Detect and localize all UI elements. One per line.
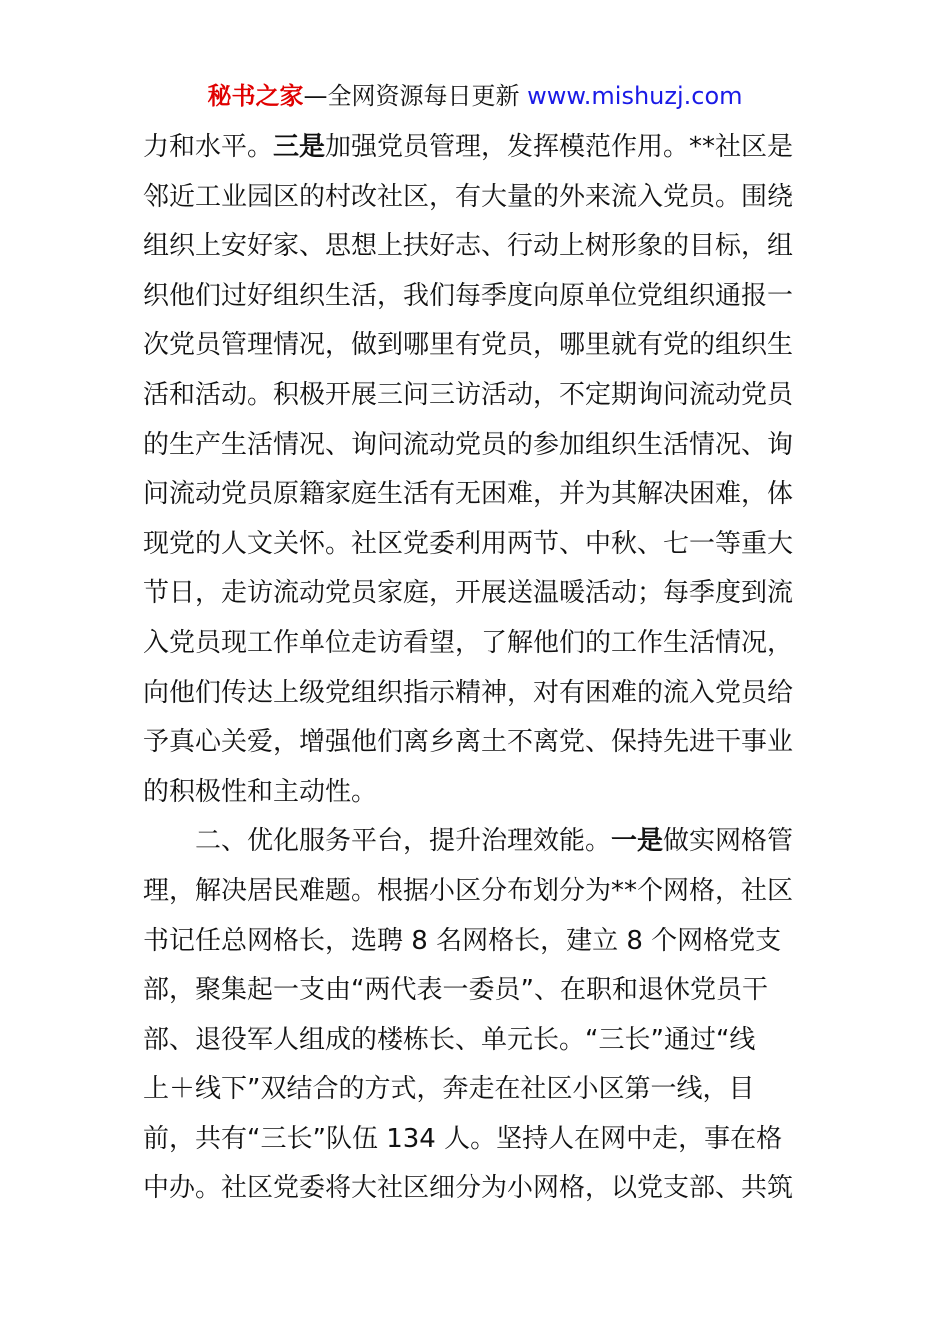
text-segment: 节日，走访流动党员家庭，开展送温暖活动；每季度到流 xyxy=(143,578,794,609)
text-segment: 问流动党员原籍家庭生活有无困难，并为其解决困难，体 xyxy=(143,479,794,510)
text-segment: 上＋线下”双结合的方式，奔走在社区小区第一线，目 xyxy=(143,1074,755,1105)
text-line xyxy=(143,1016,813,1066)
text-line xyxy=(143,222,813,272)
text-line xyxy=(143,321,813,371)
text-segment: 邻近工业园区的村改社区，有大量的外来流入党员。围绕 xyxy=(143,181,794,212)
text-line xyxy=(143,917,813,967)
text-segment: 部，聚集起一支由“两代表一委员”、在职和退休党员干 xyxy=(143,975,768,1006)
document-body xyxy=(143,123,813,1214)
text-segment: 做实网格管 xyxy=(663,826,794,857)
text-line xyxy=(143,669,813,719)
text-line xyxy=(143,619,813,669)
text-line xyxy=(143,371,813,421)
text-segment: 中办。社区党委将大社区细分为小网格，以党支部、共筑 xyxy=(143,1173,794,1204)
text-segment: 的积极性和主动性。 xyxy=(143,776,378,807)
site-header xyxy=(0,80,950,112)
text-segment: 入党员现工作单位走访看望，了解他们的工作生活情况， xyxy=(143,627,794,658)
text-line xyxy=(143,520,813,570)
text-segment: 力和水平。 xyxy=(143,132,274,162)
text-segment: 加强党员管理，发挥模范作用。**社区是 xyxy=(325,132,794,162)
text-line xyxy=(143,718,813,768)
text-segment: 前，共有“三长”队伍 134 人。坚持人在网中走，事在格 xyxy=(143,1123,783,1154)
text-line xyxy=(143,768,813,818)
text-line xyxy=(143,421,813,471)
text-segment: 向他们传达上级党组织指示精神，对有困难的流入党员给 xyxy=(143,677,794,708)
site-tagline: —全网资源每日更新 xyxy=(303,82,520,110)
text-segment: 部、退役军人组成的楼栋长、单元长。“三长”通过“线 xyxy=(143,1024,756,1055)
text-line xyxy=(143,123,813,173)
bold-text-segment: 一是 xyxy=(611,826,664,857)
site-brand: 秘书之家 xyxy=(207,82,304,110)
text-segment: 次党员管理情况，做到哪里有党员，哪里就有党的组织生 xyxy=(143,330,794,361)
text-segment: 书记任总网格长，选聘 8 名网格长，建立 8 个网格党支 xyxy=(143,925,782,956)
text-segment: 二、优化服务平台，提升治理效能。 xyxy=(195,826,612,857)
text-segment: 理，解决居民难题。根据小区分布划分为**个网格，社区 xyxy=(143,875,794,906)
text-line xyxy=(143,817,813,867)
text-segment: 现党的人文关怀。社区党委利用两节、中秋、七一等重大 xyxy=(143,528,794,559)
text-line xyxy=(143,173,813,223)
text-line xyxy=(143,1115,813,1165)
text-segment: 的生产生活情况、询问流动党员的参加组织生活情况、询 xyxy=(143,429,794,460)
text-segment: 予真心关爱，增强他们离乡离土不离党、保持先进干事业 xyxy=(143,727,794,758)
text-line xyxy=(143,470,813,520)
text-line xyxy=(143,867,813,917)
text-line xyxy=(143,1065,813,1115)
text-segment: 活和活动。积极开展三问三访活动，不定期询问流动党员 xyxy=(143,379,794,410)
text-line xyxy=(143,272,813,322)
text-line xyxy=(143,1164,813,1214)
text-segment: 组织上安好家、思想上扶好志、行动上树形象的目标，组 xyxy=(143,231,794,262)
text-line xyxy=(143,966,813,1016)
bold-text-segment: 三是 xyxy=(273,132,326,162)
site-url[interactable]: www.mishuzj.com xyxy=(527,82,743,110)
text-line xyxy=(143,569,813,619)
text-segment: 织他们过好组织生活，我们每季度向原单位党组织通报一 xyxy=(143,280,794,311)
